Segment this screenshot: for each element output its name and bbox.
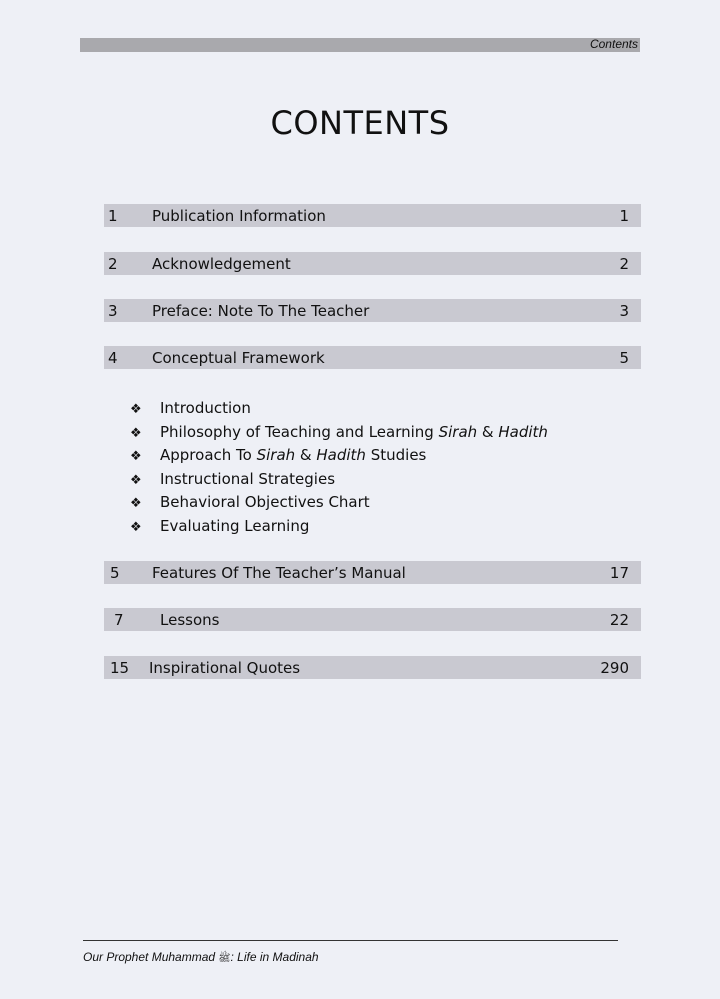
entry-label: Preface: Note To The Teacher: [152, 302, 370, 320]
entry-label: Inspirational Quotes: [149, 659, 301, 677]
bullet-icon: ❖: [130, 449, 142, 464]
subitem-label: Behavioral Objectives Chart: [160, 493, 370, 511]
running-header-bar: [80, 38, 640, 52]
entry-label: Conceptual Framework: [152, 349, 325, 367]
entry-number: 3: [108, 302, 118, 320]
toc-entry[interactable]: [104, 252, 641, 275]
toc-subitem[interactable]: [130, 423, 548, 441]
subitem-label: Studies: [365, 446, 427, 464]
footer-rule: [83, 940, 618, 941]
entry-page: 5: [619, 349, 629, 367]
entry-number: 7: [114, 611, 124, 629]
bullet-icon: ❖: [130, 496, 142, 511]
entry-label: Features Of The Teacher’s Manual: [152, 564, 406, 582]
toc-subitem[interactable]: [130, 493, 370, 511]
toc-entry[interactable]: [104, 561, 641, 584]
subitem-italic: Sirah: [256, 446, 296, 464]
footer-book-title: [83, 950, 319, 966]
toc-subitem[interactable]: [130, 517, 309, 535]
entry-label: Lessons: [160, 611, 220, 629]
subitem-italic: Hadith: [498, 423, 548, 441]
entry-page: 2: [619, 255, 629, 273]
toc-subitem[interactable]: [130, 470, 335, 488]
footer-text: Our Prophet Muhammad: [83, 950, 219, 964]
subitem-italic: Hadith: [316, 446, 366, 464]
subitem-label: Introduction: [160, 399, 251, 417]
entry-page: 17: [609, 564, 629, 582]
subitem-label: Instructional Strategies: [160, 470, 336, 488]
subitem-label: Evaluating Learning: [160, 517, 310, 535]
toc-subitem[interactable]: [130, 446, 426, 464]
entry-number: 15: [110, 659, 130, 677]
entry-page: 1: [619, 207, 629, 225]
entry-number: 4: [108, 349, 118, 367]
subitem-label: Approach To: [160, 446, 257, 464]
entry-label: Publication Information: [152, 207, 326, 225]
toc-entry[interactable]: [104, 299, 641, 322]
running-header: Contents: [589, 37, 638, 51]
toc-entry[interactable]: [104, 346, 641, 369]
page-title: CONTENTS: [270, 104, 450, 142]
subitem-label: Philosophy of Teaching and Learning: [160, 423, 439, 441]
subitem-label: &: [477, 423, 499, 441]
bullet-icon: ❖: [130, 520, 142, 535]
entry-number: 2: [108, 255, 118, 273]
footer-text: : Life in Madinah: [230, 950, 319, 964]
entry-number: 5: [110, 564, 120, 582]
toc-entry[interactable]: [104, 608, 641, 631]
entry-page: 22: [609, 611, 629, 629]
honorific-icon: ﷺ: [218, 953, 231, 964]
toc-entry[interactable]: [104, 656, 641, 679]
toc-subitem[interactable]: [130, 399, 251, 417]
subitem-label: &: [295, 446, 317, 464]
entry-number: 1: [108, 207, 118, 225]
bullet-icon: ❖: [130, 426, 142, 441]
bullet-icon: ❖: [130, 402, 142, 417]
bullet-icon: ❖: [130, 473, 142, 488]
entry-page: 3: [619, 302, 629, 320]
entry-label: Acknowledgement: [152, 255, 291, 273]
toc-entry[interactable]: [104, 204, 641, 227]
entry-page: 290: [600, 659, 629, 677]
subitem-italic: Sirah: [438, 423, 478, 441]
